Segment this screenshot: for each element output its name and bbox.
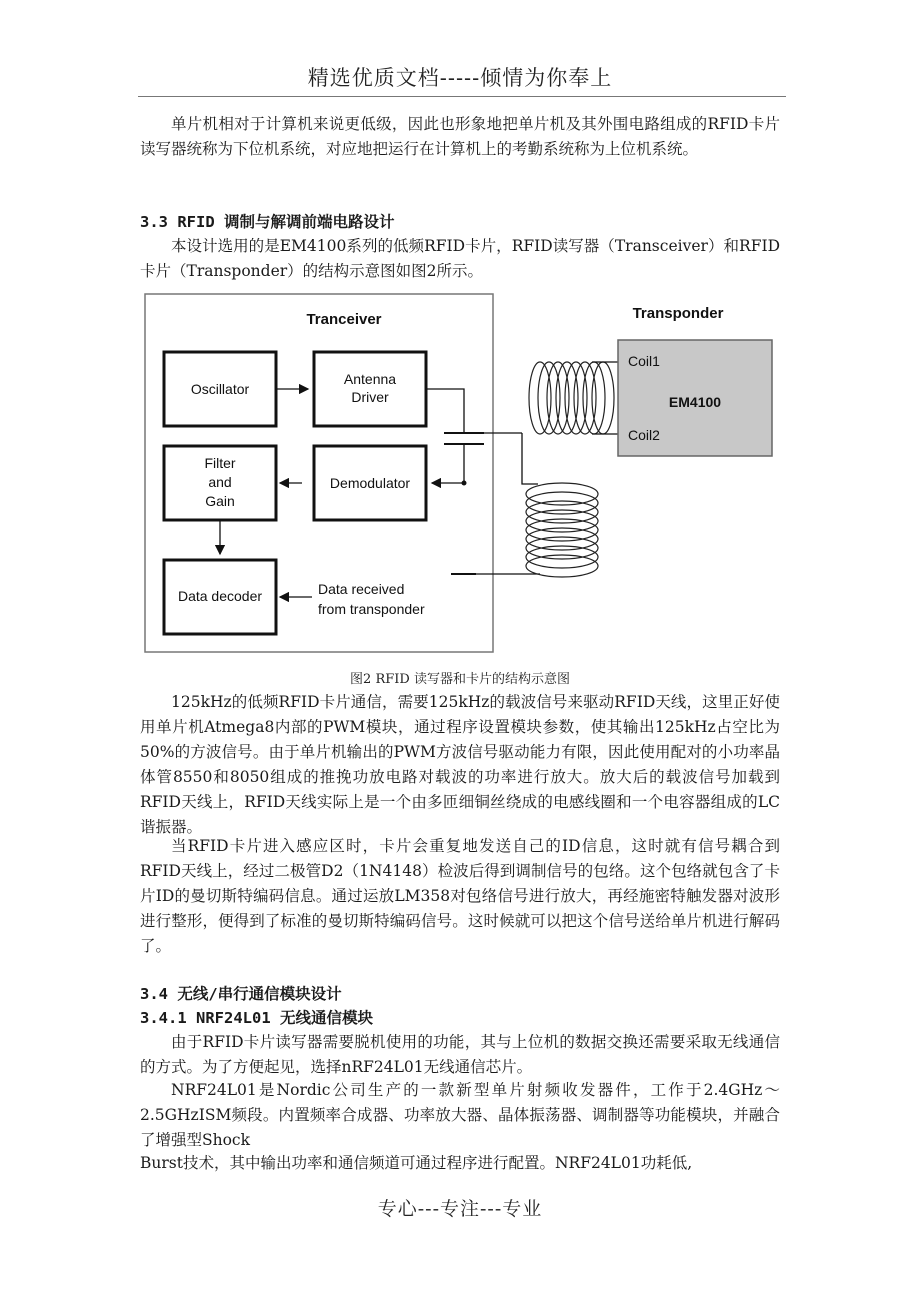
section-3-4-1-paragraph-1: 由于RFID卡片读写器需要脱机使用的功能，其与上位机的数据交换还需要采取无线通信的方式。为了方便起见，选择nRF24L01无线通信芯片。 [140, 1033, 780, 1076]
page-footer: 专心---专注---专业 [377, 1198, 543, 1220]
section-3-4-1-paragraph-2-cont: Burst技术，其中输出功率和通信频道可通过程序进行配置。NRF24L01功耗低, [140, 1154, 693, 1172]
section-3-4-1-paragraph-2: NRF24L01是Nordic公司生产的一款新型单片射频收发器件，工作于2.4GHz～2.5GHzISM频段。内置频率合成器、功率放大器、晶体振荡器、调制器等功能模块，并融合了增强型Shock [140, 1081, 780, 1149]
transponder-coil [529, 362, 614, 434]
section-3-3-paragraph: 本设计选用的是EM4100系列的低频RFID卡片，RFID读写器（Transceiver）和RFID卡片（Transponder）的结构示意图如图2所示。 [140, 237, 780, 280]
section-3-4-heading: 3.4 无线/串行通信模块设计 [140, 985, 342, 1003]
oscillator-label: Oscillator [190, 381, 250, 397]
filter-gain-label-1: Filter [204, 455, 236, 471]
antenna-driver-label-1: Antenna [343, 371, 397, 387]
filter-gain-label-2: and [208, 474, 232, 490]
em4100-label: EM4100 [668, 394, 722, 410]
figure-caption: 图2 RFID 读写器和卡片的结构示意图 [350, 672, 570, 687]
section-3-3-heading: 3.3 RFID 调制与解调前端电路设计 [140, 213, 395, 231]
section-3-4-1-heading: 3.4.1 NRF24L01 无线通信模块 [140, 1009, 373, 1027]
data-received-label-1: Data received [318, 581, 405, 597]
junction-dot [462, 481, 467, 486]
demodulator-label: Demodulator [329, 475, 411, 491]
filter-gain-label-3: Gain [205, 493, 235, 509]
reader-coil-top-lead [522, 433, 538, 484]
intro-paragraph: 单片机相对于计算机来说更低级，因此也形象地把单片机及其外围电路组成的RFID卡片读写器统称为下位机系统，对应地把运行在计算机上的考勤系统称为上位机系统。 [140, 115, 780, 158]
body-paragraph-detection: 当RFID卡片进入感应区时，卡片会重复地发送自己的ID信息，这时就有信号耦合到RFID天线上，经过二极管D2（1N4148）检波后得到调制信号的包络。这个包络就包含了卡片ID的曼切斯特编码信息。通过运放LM358对包络信号进行放大，再经施密特触发器对波形进行整形，便得到了标准的曼切斯特编码信号。这时候就可以把这个信号送给单片机进行解码了。 [140, 837, 780, 955]
body-paragraph-carrier: 125kHz的低频RFID卡片通信，需要125kHz的载波信号来驱动RFID天线，这里正好使用单片机Atmega8内部的PWM模块，通过程序设置模块参数，使其输出125kHz占空比为50%的方波信号。由于单片机输出的PWM方波信号驱动能力有限，因此使用配对的小功率晶体管8550和8050组成的推挽功放电路对载波的功率进行放大。放大后的载波信号加载到RFID天线上，RFID天线实际上是一个由多匝细铜丝绕成的电感线圈和一个电容器组成的LC谐振器。 [140, 693, 780, 836]
reader-coil [526, 483, 598, 577]
coil1-label: Coil1 [628, 353, 660, 369]
data-decoder-label: Data decoder [177, 588, 263, 604]
coil2-label: Coil2 [628, 427, 660, 443]
tranceiver-title: Tranceiver [306, 311, 382, 328]
header-rule [138, 96, 786, 97]
antenna-driver-label-2: Driver [351, 389, 389, 405]
page-header: 精选优质文档-----倾情为你奉上 [307, 66, 613, 90]
data-received-label-2: from transponder [318, 601, 425, 617]
transponder-title: Transponder [632, 305, 724, 322]
rfid-structure-figure [140, 288, 780, 656]
